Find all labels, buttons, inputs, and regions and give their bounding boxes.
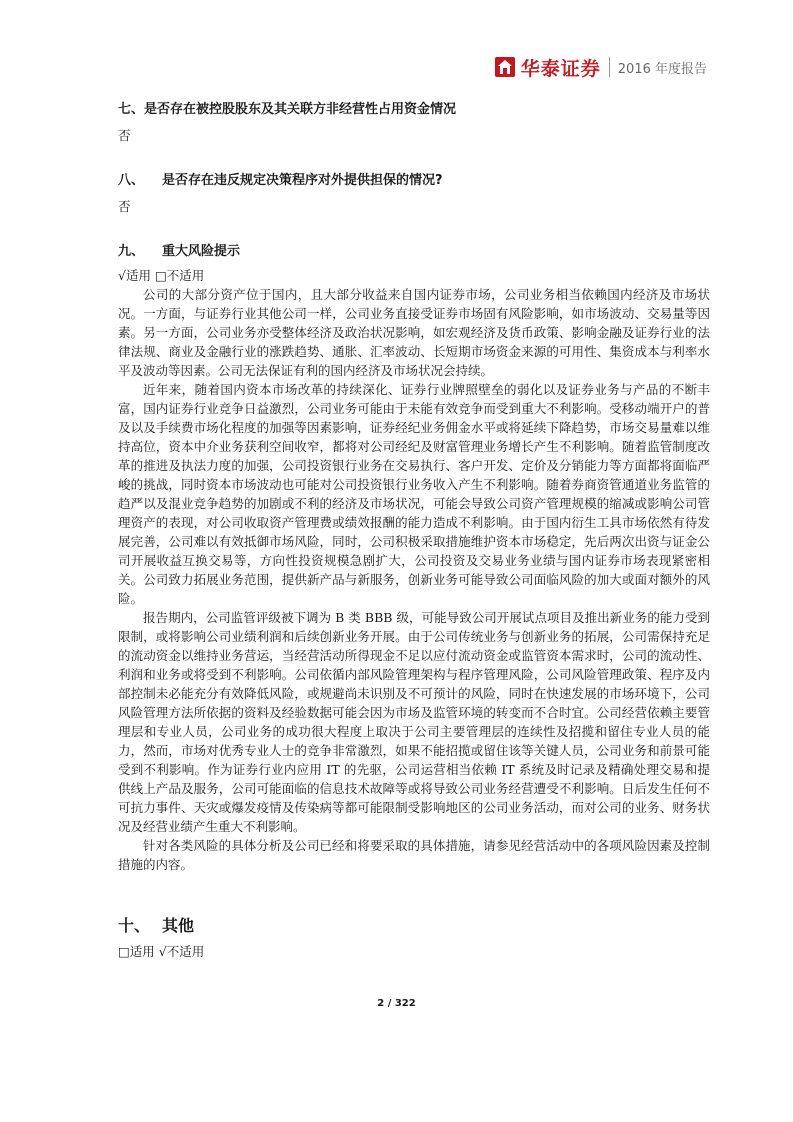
section-7-answer: 否 [118,128,131,143]
risk-paragraph: 报告期内，公司监管评级被下调为 B 类 BBB 级，可能导致公司开展试点项目及推出新业务的能力受到限制，或将影响公司业绩利润和后续创新业务开展。由于公司传统业务与创新业务的拓展，公司需保持充足的流动资金以维持业务营运，当经营活动所得现金不足以应付流动资金或监管资本需求时，公司的流动性、利润和业务或将受到不利影响。公司依循内部风险管理架构与程序管理风险，公司风险管理政策、程序及内部控制未必能充分有效降低风险，或规避尚未识别及不可预计的风险，同时在快速发展的市场环境下，公司风险管理方法所依据的资料及经验数据可能会因为市场及监管环境的转变而不合时宜。公司经营依赖主要管理层和专业人员，公司业务的成功很大程度上取决于公司主要管理层的连续性及招揽和留住专业人员的能力，然而，市场对优秀专业人士的竞争非常激烈，如果不能招揽或留住该等关键人员，公司业务和前景可能受到不利影响。作为证券行业内应用 IT 的先驱，公司运营相当依赖 IT 系统及时记录及精确处理交易和提供线上产品及服务，公司可能面临的信息技术故障等或将导致公司业务经营遭受不利影响。日后发生任何不可抗力事件、天灾或爆发疫情及传染病等都可能限制受影响地区的公司业务活动，而对公司的业务、财务状况及经营业绩产生重大不利影响。 [118,610,710,834]
report-title: 2016 年度报告 [617,61,707,77]
risk-paragraph: 公司的大部分资产位于国内，且大部分收益来自国内证券市场，公司业务相当依赖国内经济及市场状况。一方面，与证券行业其他公司一样，公司业务直接受证券市场固有风险影响，如市场波动、交易量等因素。另一方面，公司业务亦受整体经济及政治状况影响，如宏观经济及货币政策、影响金融及证券行业的法律法规、商业及金融行业的涨跌趋势、通胀、汇率波动、长短期市场资金来源的可用性、集资成本与利率水平及波动等因素。公司无法保证有利的国内经济及市场状况会持续。 [118,287,710,378]
page-header [495,52,707,82]
section-10-number: 十、 [118,916,151,935]
page-content [118,100,710,961]
risk-paragraph: 近年来，随着国内资本市场改革的持续深化、证券行业牌照壁垒的弱化以及证券业务与产品的不断丰富，国内证券行业竞争日益激烈，公司业务可能由于未能有效竞争而受到重大不利影响。受移动端开户的普及以及手续费市场化程度的加强等因素影响，证券经纪业务佣金水平或将延续下降趋势，市场交易量难以维持高位，资本中介业务获利空间收窄，都将对公司经纪及财富管理业务增长产生不利影响。随着监管制度改革的推进及执法力度的加强，公司投资银行业务在交易执行、客户开发、定价及分销能力等方面都将面临严峻的挑战，同时资本市场波动也可能对公司投资银行业务收入产生不利影响。随着券商资管通道业务监管的趋严以及混业竞争趋势的加剧或不利的经济及市场状况，可能会导致公司资产管理规模的缩减或影响公司管理资产的表现，对公司收取资产管理费或绩效报酬的能力造成不利影响。由于国内衍生工具市场依然有待发展完善，公司难以有效抵御市场风险，同时，公司积极采取措施维护资本市场稳定，先后两次出资与证金公司开展收益互换交易等，方向性投资规模急剧扩大，公司投资及交易业务业绩与国内证券市场表现紧密相关。公司致力拓展业务范围，提供新产品与新服务，创新业务可能导致公司面临风险的加大或面对额外的风险。 [118,382,710,606]
section-7-title: 七、是否存在被控股股东及其关联方非经营性占用资金情况 [118,102,457,117]
page-number: 2 / 322 [377,998,416,1009]
section-8-title: 是否存在违反规定决策程序对外提供担保的情况? [162,173,443,188]
company-name: 华泰证券 [520,57,601,80]
section-9-number: 九、 [118,244,145,259]
section-10-heading [118,914,710,938]
section-8-heading [118,171,710,191]
section-9-heading [118,242,710,262]
huatai-logo-icon [495,57,515,77]
section-9-applicability: √适用 □不适用 [118,268,205,283]
section-8-number: 八、 [118,173,145,188]
section-9-title: 重大风险提示 [162,244,241,259]
section-8-answer: 否 [118,199,131,214]
section-10-title: 其他 [162,916,195,935]
header-divider [609,57,610,77]
risk-paragraph: 针对各类风险的具体分析及公司已经和将要采取的具体措施，请参见经营活动中的各项风险因素及控制措施的内容。 [118,838,710,872]
section-10-applicability: □适用 √不适用 [118,944,205,959]
